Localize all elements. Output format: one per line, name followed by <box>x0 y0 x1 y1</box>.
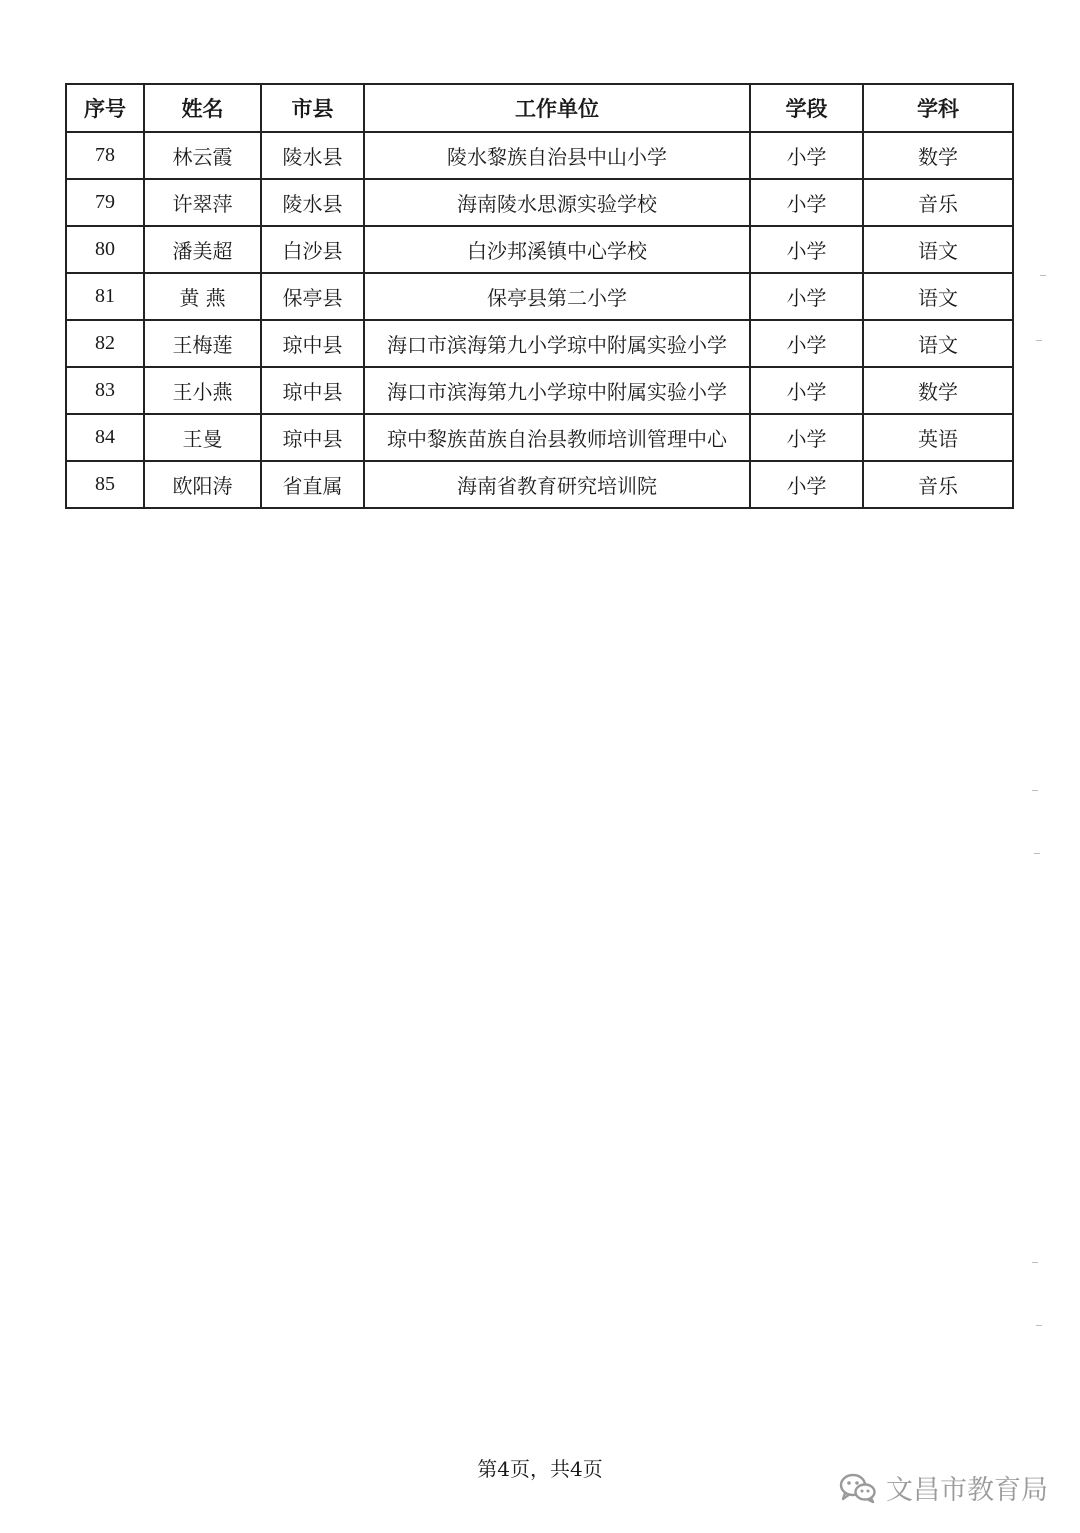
table-row <box>66 179 1013 226</box>
cell-subject: 数学 <box>863 367 1013 414</box>
table-row <box>66 320 1013 367</box>
cell-subject: 音乐 <box>863 461 1013 508</box>
cell-number: 78 <box>66 132 144 179</box>
header-cell-unit: 工作单位 <box>364 84 750 132</box>
table-row <box>66 461 1013 508</box>
cell-name: 王梅莲 <box>144 320 261 367</box>
table-row <box>66 367 1013 414</box>
cell-subject: 语文 <box>863 226 1013 273</box>
cell-unit: 海南陵水思源实验学校 <box>364 179 750 226</box>
cell-subject: 语文 <box>863 320 1013 367</box>
cell-name: 林云霞 <box>144 132 261 179</box>
watermark <box>838 1468 1048 1507</box>
scan-speck <box>1036 1325 1042 1326</box>
cell-number: 83 <box>66 367 144 414</box>
cell-stage: 小学 <box>750 320 863 367</box>
cell-name: 欧阳涛 <box>144 461 261 508</box>
cell-number: 84 <box>66 414 144 461</box>
table-row <box>66 414 1013 461</box>
cell-county: 省直属 <box>261 461 364 508</box>
roster-table <box>65 83 1014 509</box>
cell-county: 琼中县 <box>261 320 364 367</box>
cell-county: 陵水县 <box>261 132 364 179</box>
watermark-text: 文昌市教育局 <box>886 1475 1048 1506</box>
cell-name: 王小燕 <box>144 367 261 414</box>
wechat-icon <box>838 1472 878 1504</box>
cell-unit: 琼中黎族苗族自治县教师培训管理中心 <box>364 414 750 461</box>
header-cell-subject: 学科 <box>863 84 1013 132</box>
cell-unit: 陵水黎族自治县中山小学 <box>364 132 750 179</box>
cell-subject: 语文 <box>863 273 1013 320</box>
table-row <box>66 273 1013 320</box>
cell-stage: 小学 <box>750 414 863 461</box>
cell-subject: 数学 <box>863 132 1013 179</box>
cell-unit: 保亭县第二小学 <box>364 273 750 320</box>
cell-number: 81 <box>66 273 144 320</box>
page-footer: 第4页，共4页 <box>477 1457 603 1481</box>
cell-county: 琼中县 <box>261 367 364 414</box>
cell-name: 许翠萍 <box>144 179 261 226</box>
header-cell-name: 姓名 <box>144 84 261 132</box>
header-cell-stage: 学段 <box>750 84 863 132</box>
cell-subject: 英语 <box>863 414 1013 461</box>
cell-stage: 小学 <box>750 226 863 273</box>
cell-stage: 小学 <box>750 132 863 179</box>
cell-number: 79 <box>66 179 144 226</box>
cell-unit: 白沙邦溪镇中心学校 <box>364 226 750 273</box>
table-header-row <box>66 84 1013 132</box>
cell-county: 陵水县 <box>261 179 364 226</box>
header-cell-number: 序号 <box>66 84 144 132</box>
cell-stage: 小学 <box>750 273 863 320</box>
cell-name: 王曼 <box>144 414 261 461</box>
cell-name: 潘美超 <box>144 226 261 273</box>
cell-unit: 海南省教育研究培训院 <box>364 461 750 508</box>
table-row <box>66 132 1013 179</box>
scan-speck <box>1032 1262 1038 1263</box>
cell-stage: 小学 <box>750 179 863 226</box>
cell-unit: 海口市滨海第九小学琼中附属实验小学 <box>364 320 750 367</box>
cell-name: 黄 燕 <box>144 273 261 320</box>
header-cell-county: 市县 <box>261 84 364 132</box>
cell-number: 85 <box>66 461 144 508</box>
scan-speck <box>1032 790 1038 791</box>
cell-stage: 小学 <box>750 461 863 508</box>
cell-stage: 小学 <box>750 367 863 414</box>
cell-county: 琼中县 <box>261 414 364 461</box>
cell-number: 82 <box>66 320 144 367</box>
scan-speck <box>1040 275 1046 276</box>
cell-unit: 海口市滨海第九小学琼中附属实验小学 <box>364 367 750 414</box>
table-row <box>66 226 1013 273</box>
cell-subject: 音乐 <box>863 179 1013 226</box>
cell-number: 80 <box>66 226 144 273</box>
scan-speck <box>1034 853 1040 854</box>
cell-county: 保亭县 <box>261 273 364 320</box>
cell-county: 白沙县 <box>261 226 364 273</box>
scan-speck <box>1036 340 1042 341</box>
